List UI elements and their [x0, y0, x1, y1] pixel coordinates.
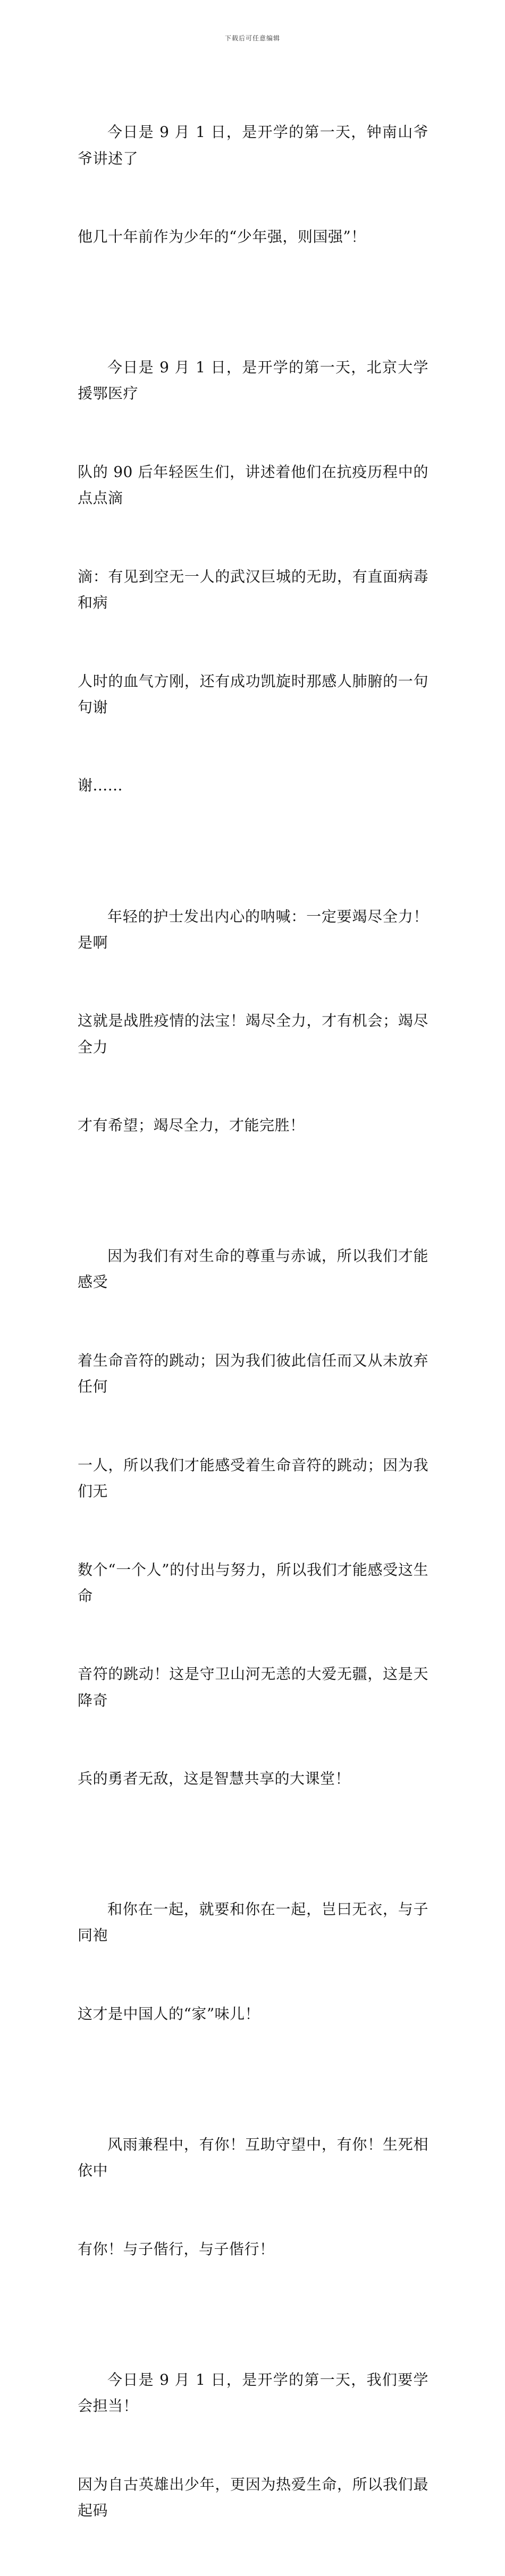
paragraph-line: 兵的勇者无敌，这是智慧共享的大课堂！	[78, 1770, 351, 1788]
paragraph-line: 因为我们有对生命的尊重与赤诚，所以我们才能感受	[78, 1247, 428, 1291]
paragraph-3	[78, 851, 428, 1191]
paragraph-line: 一人，所以我们才能感受着生命音符的跳动；因为我们无	[78, 1456, 428, 1500]
paragraph-line: 着生命音符的跳动；因为我们彼此信任而又从未放弃任何	[78, 1351, 428, 1396]
paragraph-line: 他几十年前作为少年的“少年强，则国强”！	[78, 228, 366, 246]
paragraph-line: 因为自古英雄出少年，更因为热爱生命，所以我们最起码	[78, 2475, 428, 2519]
paragraph-line: 今日是 9 月 1 日，是开学的第一天，我们要学会担当！	[78, 2370, 428, 2415]
paragraph-line: 有你！与子偕行，与子偕行！	[78, 2240, 275, 2258]
paragraph-1	[78, 67, 428, 302]
document-body	[78, 67, 428, 2576]
paragraph-line: 滴：有见到空无一人的武汉巨城的无助，有直面病毒和病	[78, 567, 428, 612]
paragraph-5	[78, 1844, 428, 2079]
paragraph-4	[78, 1191, 428, 1844]
paragraph-line: 数个“一个人”的付出与努力，所以我们才能感受这生命	[78, 1560, 428, 1605]
paragraph-line: 谢......	[78, 777, 123, 795]
paragraph-line: 人时的血气方刚，还有成功凯旋时那感人肺腑的一句句谢	[78, 672, 428, 716]
paragraph-line: 风雨兼程中，有你！互助守望中，有你！生死相依中	[78, 2136, 428, 2180]
paragraph-line: 今日是 9 月 1 日，是开学的第一天，钟南山爷爷讲述了	[78, 123, 428, 167]
paragraph-7	[78, 2314, 428, 2575]
paragraph-line: 才有希望；竭尽全力，才能完胜！	[78, 1116, 305, 1135]
paragraph-line: 音符的跳动！这是守卫山河无恙的大爱无疆，这是天降奇	[78, 1665, 428, 1709]
paragraph-6	[78, 2079, 428, 2315]
paragraph-line: 队的 90 后年轻医生们，讲述着他们在抗疫历程中的点点滴	[78, 463, 428, 507]
paragraph-line: 和你在一起，就要和你在一起，岂曰无衣，与子同袍	[78, 1900, 428, 1944]
paragraph-line: 年轻的护士发出内心的呐喊：一定要竭尽全力！是啊	[78, 907, 428, 951]
paragraph-2	[78, 302, 428, 851]
paragraph-line: 今日是 9 月 1 日，是开学的第一天，北京大学援鄂医疗	[78, 359, 428, 403]
page-header: 下载后可任意编辑	[224, 35, 280, 42]
paragraph-line: 这就是战胜疫情的法宝！竭尽全力，才有机会；竭尽全力	[78, 1012, 428, 1056]
paragraph-line: 这才是中国人的“家”味儿！	[78, 2005, 260, 2023]
